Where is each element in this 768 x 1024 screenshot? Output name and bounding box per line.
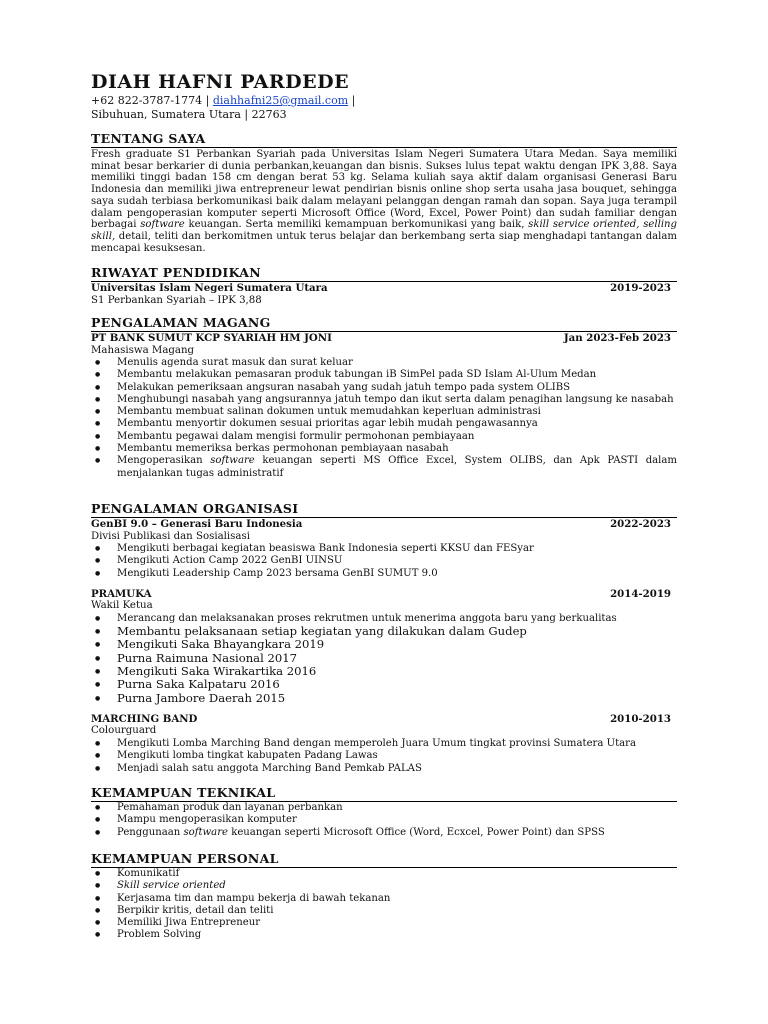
list-item: ● Membantu pegawai dalam mengisi formulir permohonan pembiayaan (91, 431, 677, 443)
org-row-pramuka (91, 588, 677, 601)
contact-info (91, 94, 681, 122)
list-item: ● Komunikatif (91, 868, 677, 880)
education-years: 2019-2023 (610, 282, 671, 294)
genbi-list (91, 543, 677, 580)
org-years: 2014-2019 (610, 587, 671, 600)
org-name: MARCHING BAND (91, 712, 198, 725)
list-item: ● Mengikuti lomba tingkat kabupaten Padang Lawas (91, 750, 677, 762)
marching-list (91, 738, 677, 775)
list-item: ● Kerjasama tim dan mampu bekerja di bawah tekanan (91, 893, 677, 905)
list-item: ● Menjadi salah satu anggota Marching Band Pemkab PALAS (91, 763, 677, 775)
internship-list (91, 357, 677, 480)
education-row (91, 282, 677, 295)
list-item: ● Mengikuti Saka Bhayangkara 2019 (91, 638, 677, 651)
list-item: ● Memiliki Jiwa Entrepreneur (91, 917, 677, 929)
phone-number: +62 822-3787-1774 | (91, 94, 210, 107)
org-row-genbi (91, 518, 677, 531)
list-item: ● Membantu memeriksa berkas permohonan pembiayaan nasabah (91, 443, 677, 455)
list-item: ● Purna Jambore Daerah 2015 (91, 692, 677, 705)
section-internship (91, 315, 677, 480)
technical-list (91, 802, 677, 839)
degree: S1 Perbankan Syariah – IPK 3,88 (91, 294, 262, 306)
email-link[interactable]: diahhafni25@gmail.com (212, 94, 349, 107)
list-item: ● Membantu melakukan pemasaran produk tabungan iB SimPel pada SD Islam Al-Ulum Medan (91, 369, 677, 381)
section-education (91, 265, 677, 307)
list-item: ● Menulis agenda surat masuk dan surat keluar (91, 357, 677, 369)
internship-role: Mahasiswa Magang (91, 344, 195, 356)
list-item: ● Pemahaman produk dan layanan perbankan (91, 802, 677, 814)
list-item: ● Mengikuti Leadership Camp 2023 bersama GenBI SUMUT 9.0 (91, 568, 677, 580)
list-item: ● Mengikuti Action Camp 2022 GenBI UINSU (91, 555, 677, 567)
section-title: PENGALAMAN MAGANG (91, 315, 677, 332)
internship-period: Jan 2023-Feb 2023 (563, 332, 671, 344)
section-title: PENGALAMAN ORGANISASI (91, 501, 677, 518)
company-name: PT BANK SUMUT KCP SYARIAH HM JONI (91, 332, 332, 344)
list-item: ● Penggunaan software keuangan seperti Microsoft Office (Word, Ecxcel, Power Point) dan SPSS (91, 827, 677, 839)
org-role: Divisi Publikasi dan Sosialisasi (91, 530, 250, 542)
section-title: KEMAMPUAN PERSONAL (91, 851, 677, 868)
email-separator: | (351, 94, 356, 107)
candidate-name: DIAH HAFNI PARDEDE (91, 71, 350, 93)
org-row-marching (91, 713, 677, 726)
list-item: ● Purna Saka Kalpataru 2016 (91, 678, 677, 691)
list-item: ● Membantu menyortir dokumen sesuai prioritas agar lebih mudah pengawasannya (91, 418, 677, 430)
address: Sibuhuan, Sumatera Utara | 22763 (91, 108, 287, 121)
section-personal (91, 851, 677, 942)
section-title: RIWAYAT PENDIDIKAN (91, 265, 677, 282)
section-technical (91, 785, 677, 839)
list-item: ● Membantu membuat salinan dokumen untuk memudahkan keperluan administrasi (91, 406, 677, 418)
about-paragraph: Fresh graduate S1 Perbankan Syariah pada Universitas Islam Negeri Sumatera Utara Medan. Saya memiliki minat besar berkarier di dunia perbankan,keuangan dan bisnis. Sukses lulus tepat waktu dengan IPK 3,88. Saya memiliki tinggi badan 158 cm dengan berat 53 kg. Selama kuliah saya aktif dalam organisasi Generasi Baru Indonesia dan memiliki jiwa entrepreneur lewat pendirian bisnis online shop serta usaha jasa bouquet, sehingga saya sudah terbiasa berkomunikasi baik dalam melayani pelanggan dengan ramah dan sopan. Saya juga terampil dalam pengoperasian komputer seperti Microsoft Office (Word, Excel, Power Point) dan sudah familiar dengan berbagai software keuangan. Serta memiliki kemampuan berkomunikasi yang baik, skill service oriented, selling skill, detail, teliti dan berkomitmen untuk terus belajar dan berkembang serta siap menghadapi tantangan dalam mencapai kesuksesan. (91, 149, 678, 254)
list-item: ● Mengikuti Saka Wirakartika 2016 (91, 665, 677, 678)
personal-list (91, 868, 677, 942)
list-item: ● Berpikir kritis, detail dan teliti (91, 905, 677, 917)
org-years: 2010-2013 (610, 712, 671, 725)
list-item: ● Melakukan pemeriksaan angsuran nasabah yang sudah jatuh tempo pada system OLIBS (91, 382, 677, 394)
list-item: ● Mengikuti berbagai kegiatan beasiswa Bank Indonesia seperti KKSU dan FESyar (91, 543, 677, 555)
list-item: ● Merancang dan melaksanakan proses rekrutmen untuk menerima anggota baru yang berkualitas (91, 613, 677, 625)
list-item: ● Membantu pelaksanaan setiap kegiatan yang dilakukan dalam Gudep (91, 625, 677, 638)
org-role: Colourguard (91, 725, 157, 737)
section-about (91, 131, 677, 254)
org-name: GenBI 9.0 – Generasi Baru Indonesia (91, 518, 303, 530)
org-role: Wakil Ketua (91, 600, 153, 612)
list-item: ● Problem Solving (91, 929, 677, 941)
section-title: KEMAMPUAN TEKNIKAL (91, 785, 677, 802)
org-years: 2022-2023 (610, 518, 671, 530)
list-item: ● Mengikuti Lomba Marching Band dengan memperoleh Juara Umum tingkat provinsi Sumatera Utara (91, 738, 677, 750)
list-item: ● Mampu mengoperasikan komputer (91, 814, 677, 826)
list-item: ● Skill service oriented (91, 880, 677, 892)
list-item: ● Menghubungi nasabah yang angsurannya jatuh tempo dan ikut serta dalam penagihan langsung ke nasabah (91, 394, 677, 406)
pramuka-list (91, 625, 677, 705)
section-title: TENTANG SAYA (91, 131, 677, 148)
school-name: Universitas Islam Negeri Sumatera Utara (91, 282, 328, 294)
list-item: ● Mengoperasikan software keuangan seperti MS Office Excel, System OLIBS, dan Apk PASTI dalam menjalankan tugas administratif (91, 455, 677, 480)
org-name: PRAMUKA (91, 587, 152, 600)
list-item: ● Purna Raimuna Nasional 2017 (91, 652, 677, 665)
internship-row (91, 332, 677, 345)
section-organization (91, 501, 677, 775)
